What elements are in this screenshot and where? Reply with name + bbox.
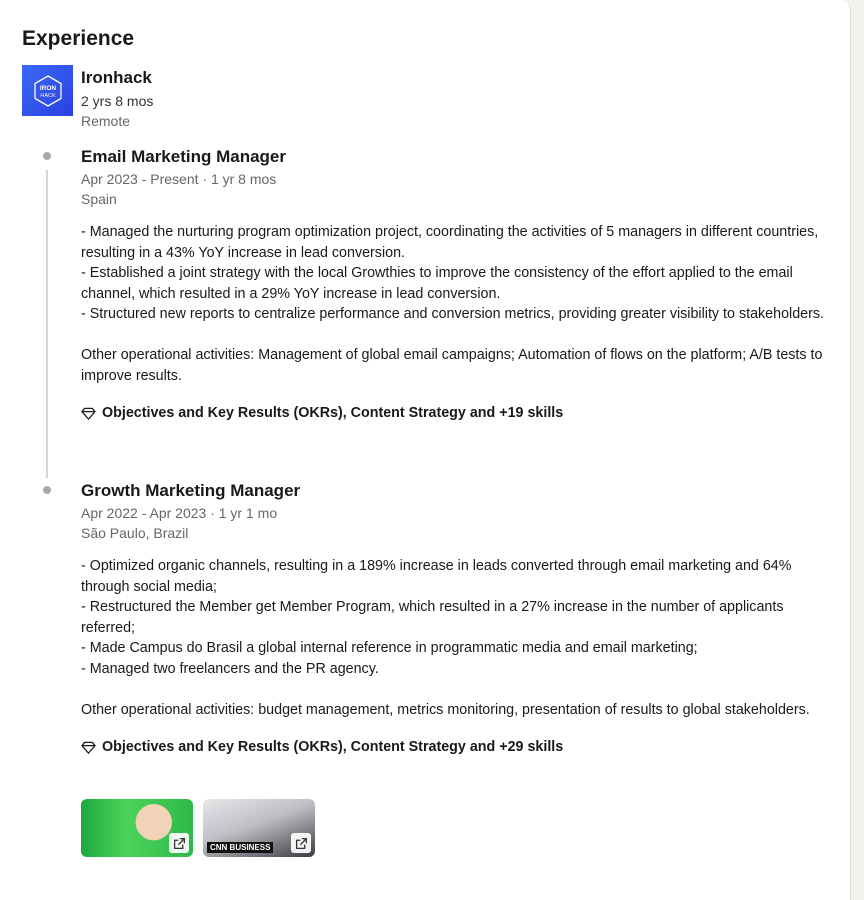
company-name[interactable]: Ironhack [81, 68, 152, 87]
role-dates: Apr 2022 - Apr 2023 · 1 yr 1 mo [81, 505, 278, 521]
company-duration: 2 yrs 8 mos [81, 93, 154, 109]
diamond-icon [81, 406, 96, 421]
skills-text: Objectives and Key Results (OKRs), Content Strategy and +29 skills [102, 739, 564, 755]
timeline-line [46, 170, 48, 478]
description-line: - Restructured the Member get Member Program, which resulted in a 27% increase in the number of applicants referred; [81, 599, 784, 636]
description-line: - Managed the nurturing program optimization project, coordinating the activities of 5 managers in different countries, resulting in a 43% YoY increase in lead conversion. [81, 224, 819, 261]
role-description [81, 222, 829, 386]
skills-link[interactable] [81, 405, 831, 421]
description-line: - Optimized organic channels, resulting in a 189% increase in leads converted through email marketing and 64% through social media; [81, 558, 792, 595]
description-other: Other operational activities: Management of global email campaigns; Automation of flows on the platform; A/B tests to improve results. [81, 347, 823, 384]
external-link-button[interactable] [169, 833, 189, 853]
skills-text: Objectives and Key Results (OKRs), Content Strategy and +19 skills [102, 405, 564, 421]
logo-text-top: IRON [39, 84, 56, 92]
company-logo[interactable] [22, 65, 73, 116]
description-other: Other operational activities: budget management, metrics monitoring, presentation of results to global stakeholders. [81, 701, 810, 718]
company-location: Remote [81, 113, 131, 129]
external-link-icon [295, 837, 308, 850]
description-line: - Established a joint strategy with the local Growthies to improve the consistency of the effort applied to the email channel, which resulted in a 29% YoY increase in lead conversion. [81, 265, 793, 302]
description-line: - Structured new reports to centralize performance and conversion metrics, providing greater visibility to stakeholders. [81, 306, 824, 322]
role-entry [81, 146, 831, 421]
skills-link[interactable] [81, 739, 831, 755]
role-description [81, 556, 829, 720]
description-line: - Managed two freelancers and the PR agency. [81, 660, 379, 677]
role-title[interactable]: Email Marketing Manager [81, 147, 287, 166]
description-line: - Made Campus do Brasil a global internal reference in programmatic media and email marketing; [81, 640, 698, 656]
external-link-icon [173, 837, 186, 850]
role-entry [81, 480, 831, 755]
diamond-icon [81, 740, 96, 755]
company-entry[interactable] [22, 65, 822, 135]
logo-text-bottom: HACK [39, 92, 56, 99]
media-thumbnail[interactable] [203, 799, 315, 857]
external-link-button[interactable] [291, 833, 311, 853]
role-location: Spain [81, 191, 117, 207]
timeline-dot [43, 486, 51, 494]
media-thumbnail[interactable] [81, 799, 193, 857]
role-title[interactable]: Growth Marketing Manager [81, 481, 301, 500]
media-row [81, 799, 315, 857]
ironhack-logo-icon [31, 74, 65, 108]
timeline-dot [43, 152, 51, 160]
role-dates: Apr 2023 - Present · 1 yr 8 mos [81, 171, 277, 187]
role-location: São Paulo, Brazil [81, 525, 189, 541]
cnn-business-logo: CNN BUSINESS [207, 842, 273, 853]
section-title: Experience [22, 27, 135, 50]
